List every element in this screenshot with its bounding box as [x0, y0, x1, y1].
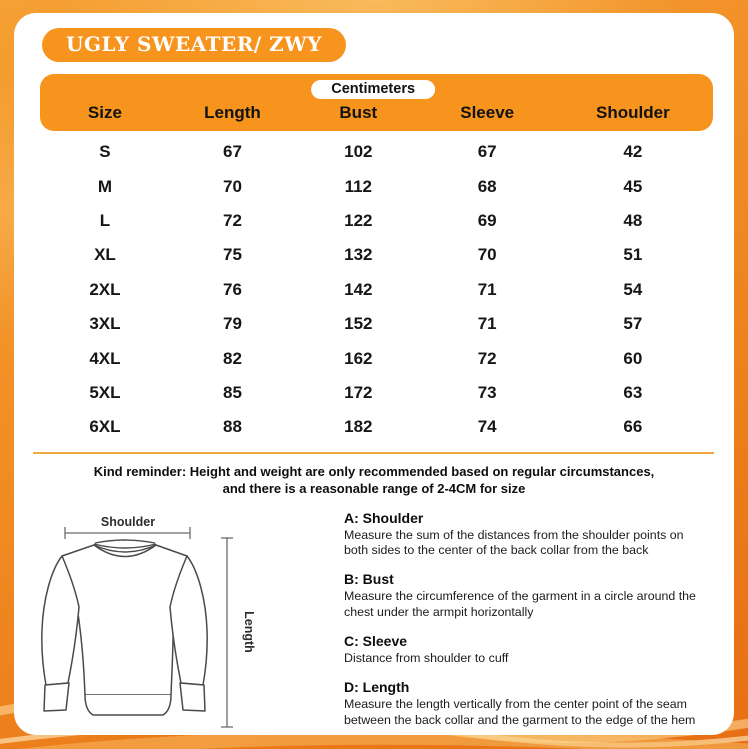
- table-cell-sleeve: 71: [477, 279, 497, 299]
- size-chart-card: [14, 13, 734, 735]
- table-cell-size: M: [97, 176, 113, 196]
- table-cell-length: 85: [223, 382, 242, 402]
- measure-guide: [332, 508, 734, 735]
- sweater-illustration: [32, 508, 332, 735]
- table-cell-length: 72: [223, 210, 242, 230]
- kind-reminder-line1: Kind reminder: Height and weight are only recommended based on regular circumstances,: [93, 463, 655, 479]
- guide-heading: C: Sleeve: [344, 633, 408, 650]
- table-cell-shoulder: 57: [623, 314, 643, 334]
- size-table: [40, 74, 713, 445]
- table-cell-size: 2XL: [89, 279, 121, 299]
- table-cell-shoulder: 42: [623, 142, 643, 162]
- column-header-sleeve: Sleeve: [460, 103, 515, 122]
- table-row: [40, 307, 713, 341]
- guide-text: Measure the sum of the distances from the shoulder points on both sides to the center of the back collar from the back: [344, 527, 684, 558]
- guide-section-shoulder: [344, 510, 708, 560]
- table-row: [40, 204, 713, 238]
- table-row: [40, 376, 713, 410]
- table-cell-bust: 172: [344, 382, 373, 402]
- table-cell-size: L: [99, 210, 111, 230]
- table-cell-sleeve: 67: [477, 142, 497, 162]
- guide-section-sleeve: [344, 633, 708, 667]
- table-row: [40, 273, 713, 307]
- column-header-length: Length: [204, 103, 261, 122]
- table-cell-size: XL: [94, 245, 116, 265]
- table-cell-bust: 102: [344, 142, 373, 162]
- sweater-diagram: [32, 508, 332, 735]
- table-cell-bust: 142: [344, 279, 373, 299]
- table-row: [40, 410, 713, 444]
- guide-text: Measure the length vertically from the center point of the seam between the back collar and the garment to the edge of the hem: [344, 696, 696, 727]
- table-cell-length: 76: [223, 279, 242, 299]
- title-badge: [42, 28, 346, 62]
- streak-shape: [0, 738, 748, 749]
- table-cell-length: 88: [223, 417, 242, 437]
- table-cell-bust: 122: [344, 210, 373, 230]
- table-cell-length: 82: [223, 348, 242, 368]
- page-title: UGLY SWEATER/ ZWY: [66, 32, 322, 56]
- table-cell-sleeve: 69: [477, 210, 497, 230]
- table-cell-length: 67: [223, 142, 242, 162]
- kind-reminder-line2: and there is a reasonable range of 2-4CM for size: [222, 480, 526, 496]
- divider-line: [33, 452, 714, 454]
- table-cell-size: 3XL: [89, 314, 121, 334]
- table-cell-shoulder: 48: [623, 210, 643, 230]
- column-header-bust: Bust: [339, 103, 378, 122]
- table-cell-length: 79: [223, 314, 242, 334]
- table-cell-shoulder: 60: [623, 348, 643, 368]
- table-cell-sleeve: 70: [477, 245, 497, 265]
- table-row: [40, 135, 713, 169]
- table-cell-shoulder: 45: [623, 176, 643, 196]
- guide-section-bust: [344, 571, 708, 621]
- table-row: [40, 169, 713, 203]
- table-cell-sleeve: 71: [477, 314, 497, 334]
- table-cell-sleeve: 74: [477, 417, 497, 437]
- guide-section-length: [344, 679, 708, 729]
- size-table-body: [40, 135, 713, 445]
- table-cell-size: 6XL: [89, 417, 121, 437]
- table-cell-sleeve: 73: [477, 382, 497, 402]
- table-cell-shoulder: 54: [623, 279, 643, 299]
- table-row: [40, 341, 713, 375]
- column-header-shoulder: Shoulder: [596, 103, 670, 122]
- table-cell-shoulder: 66: [623, 417, 643, 437]
- guide-heading: B: Bust: [344, 571, 394, 588]
- table-cell-bust: 162: [344, 348, 373, 368]
- table-cell-length: 70: [223, 176, 242, 196]
- table-cell-size: 4XL: [89, 348, 121, 368]
- column-header-size: Size: [87, 103, 122, 122]
- table-header: [40, 74, 713, 131]
- table-header-row: [40, 103, 713, 131]
- table-cell-length: 75: [223, 245, 242, 265]
- shoulder-measure-label: Shoulder: [100, 514, 156, 529]
- table-cell-sleeve: 72: [477, 348, 497, 368]
- unit-badge: Centimeters: [311, 80, 435, 99]
- table-cell-shoulder: 63: [623, 382, 643, 402]
- table-cell-bust: 132: [344, 245, 373, 265]
- table-cell-size: 5XL: [89, 382, 121, 402]
- measurement-section: [14, 508, 734, 735]
- length-measure-label: Length: [242, 610, 256, 653]
- table-cell-bust: 112: [344, 176, 373, 196]
- table-cell-bust: 182: [344, 417, 373, 437]
- table-row: [40, 238, 713, 272]
- table-cell-shoulder: 51: [623, 245, 643, 265]
- length-measure-line: [221, 538, 233, 727]
- guide-heading: D: Length: [344, 678, 410, 695]
- table-cell-sleeve: 68: [477, 176, 497, 196]
- guide-text: Distance from shoulder to cuff: [344, 651, 509, 666]
- guide-text: Measure the circumference of the garment in a circle around the chest under the armpit horizontally: [344, 589, 696, 620]
- sweater-outline: [42, 545, 207, 715]
- guide-heading: A: Shoulder: [344, 509, 424, 526]
- kind-reminder: [14, 463, 734, 497]
- table-cell-bust: 152: [344, 314, 373, 334]
- table-cell-size: S: [99, 142, 111, 162]
